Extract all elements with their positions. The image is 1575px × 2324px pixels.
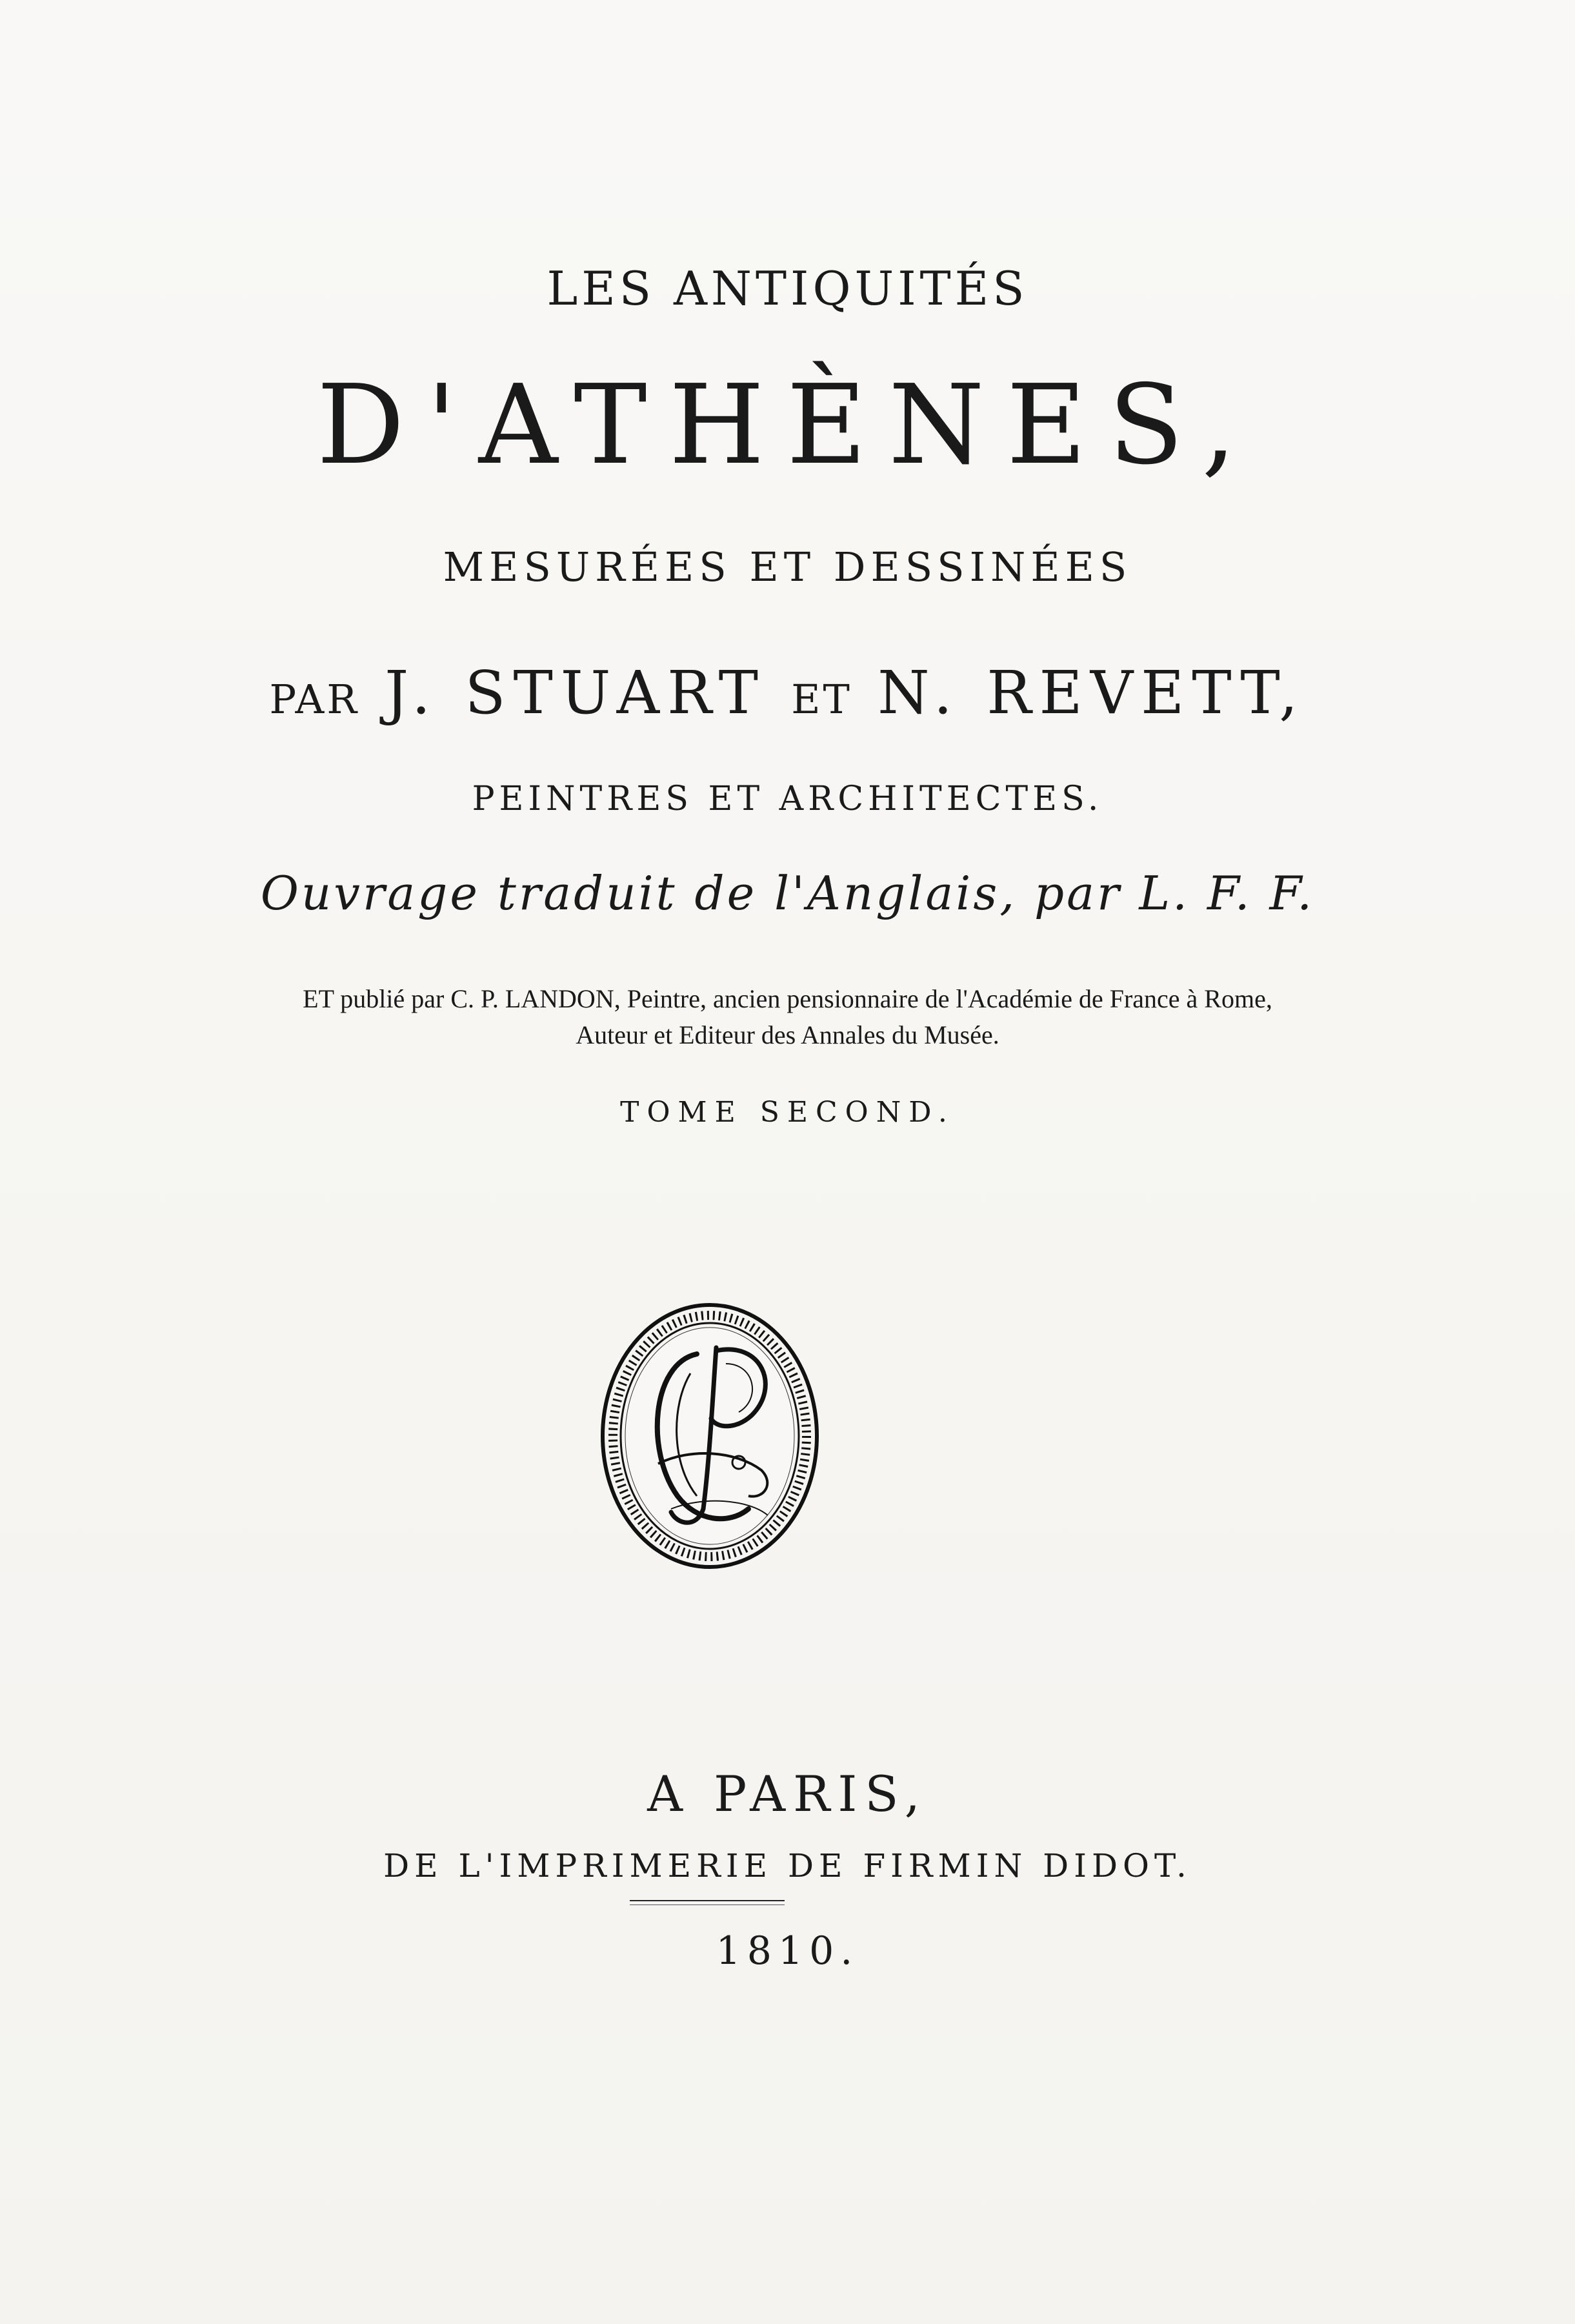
publisher-line-1: ET publié par C. P. LANDON, Peintre, ancien pensionnaire de l'Académie de France à Rome, xyxy=(303,984,1272,1013)
publisher-line-2: Auteur et Editeur des Annales du Musée. xyxy=(576,1020,999,1049)
profession: PEINTRES ET ARCHITECTES. xyxy=(472,780,1103,818)
volume-label: TOME SECOND. xyxy=(620,1096,955,1129)
imprint-year: 1810. xyxy=(716,1928,859,1974)
subtitle: MESURÉES ET DESSINÉES xyxy=(443,543,1132,591)
title-line-2: D'ATHÈNES, xyxy=(316,361,1259,489)
imprint-rule xyxy=(630,1900,785,1905)
authors-line xyxy=(0,658,1575,727)
authors-et: ET xyxy=(791,676,852,723)
imprint-printer: DE L'IMPRIMERIE DE FIRMIN DIDOT. xyxy=(383,1847,1192,1884)
authors-par: PAR xyxy=(269,676,360,723)
translation-credit: Ouvrage traduit de l'Anglais, par L. F. F. xyxy=(260,866,1315,920)
imprint-city: A PARIS, xyxy=(647,1765,928,1823)
title-line-1: LES ANTIQUITÉS xyxy=(547,261,1028,316)
author-revett: N. REVETT, xyxy=(878,658,1306,727)
author-stuart: J. STUART xyxy=(385,658,767,727)
monogram-seal-icon xyxy=(600,1302,819,1570)
